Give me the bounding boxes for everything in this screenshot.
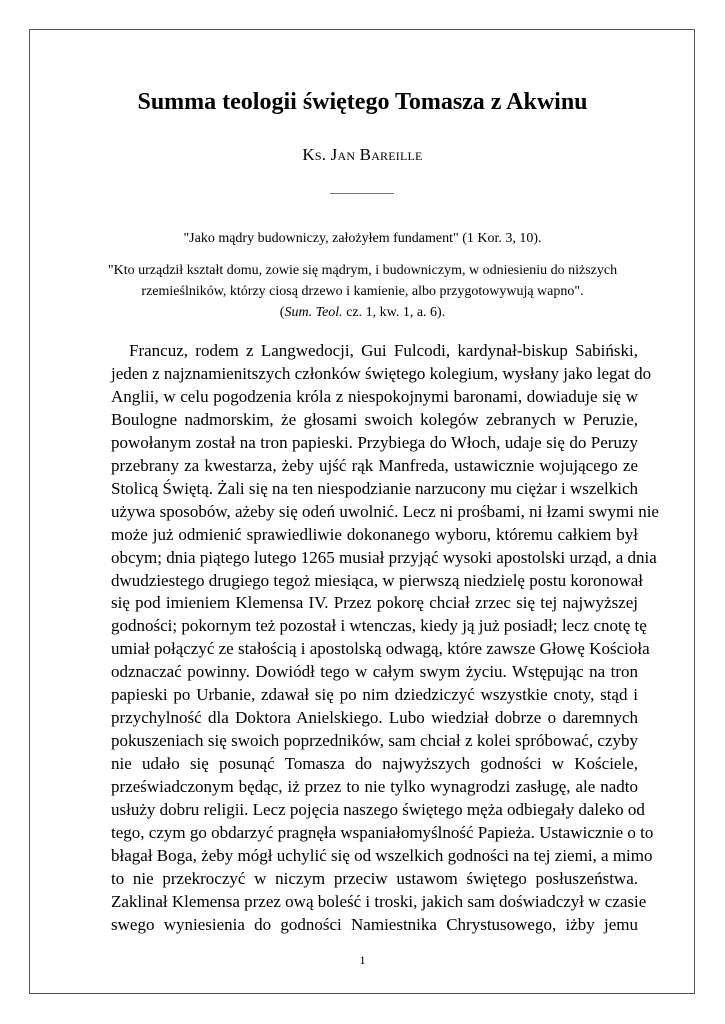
body-line: może już odmienić sprawiedliwie dokonanego wyboru, któremu całkiem był [111, 524, 638, 544]
body-line: pokuszeniach się swoich poprzedników, sam chciał z kolei spróbować, czyby [111, 731, 638, 751]
body-line: powołanym został na tron papieski. Przybiega do Włoch, udaje się do Peruzy [111, 432, 638, 452]
body-line: Anglii, w celu pogodzenia króla z niespokojnymi baronami, dowiaduje się w [111, 386, 638, 406]
epigraph-2-line-2: rzemieślników, którzy ciosą drzewo i kamienie, albo przygotowywują wapno". [141, 284, 584, 299]
body-line: Zaklinał Klemensa przez ową boleść i troski, jakich sam doświadczył w czasie [111, 891, 647, 911]
body-paragraph [111, 340, 659, 937]
ref-rest: cz. 1, kw. 1, a. 6). [342, 305, 446, 320]
body-line: jeden z najznamienitszych członków świętego kolegium, wysłany jako legat do [111, 363, 652, 383]
ref-open: ( [279, 305, 285, 320]
body-line: tego, czym go obdarzyć pragnęła wspaniałomyślność Papieża. Ustawicznie o to [111, 823, 654, 843]
body-line: obcym; dnia piątego lutego 1265 musiał przyjąć wysoki apostolski urząd, a dnia [111, 547, 657, 567]
body-line: to nie przekroczyć w niczym przeciw ustawom świętego posłuszeństwa. [111, 868, 638, 888]
body-line: przychylność dla Doktora Anielskiego. Lubo wiedział dobrze o daremnych [111, 708, 638, 728]
epigraph-2 [80, 260, 645, 323]
body-line: umiał połączyć ze stałością i apostolską odwagą, które zawsze Głowę Kościoła [111, 639, 650, 659]
body-line: swego wyniesienia do godności Namiestnika Chrystusowego, iżby jemu [111, 914, 638, 934]
epigraph-1: "Jako mądry budowniczy, założyłem fundament" (1 Kor. 3, 10). [183, 231, 542, 246]
body-line: przeświadczonym będąc, iż przez to nie tylko wynagrodzi zasługę, ale nadto [111, 777, 638, 797]
epigraph-2-reference [80, 302, 645, 323]
body-line: Stolicą Świętą. Żali się na ten niespodzianie narzucony mu ciężar i wszelkich [111, 478, 638, 498]
document-title: Summa teologii świętego Tomasza z Akwinu [137, 89, 588, 115]
body-line: usłuży dobru religii. Lecz pojęcia naszego świętego męża odbiegały daleko od [111, 800, 645, 820]
body-line: odznaczać powinny. Dowiódł tego w całym swym życiu. Wstępując na tron [111, 662, 638, 682]
body-line: papieski po Urbanie, zdawał się po nim dziedziczyć wszystkie cnoty, stąd i [111, 685, 638, 705]
body-line: Francuz, rodem z Langwedocji, Gui Fulcodi, kardynał-biskup Sabiński, [129, 341, 638, 360]
epigraph-2-line-1: "Kto urządził kształt domu, zowie się mądrym, i budowniczym, w odniesieniu do niższych [107, 263, 618, 278]
body-line: dwudziestego drugiego tegoż miesiąca, w pierwszą niedzielę postu koronował [111, 570, 644, 590]
body-line: nie udało się posunąć Tomasza do najwyższych godności w Kościele, [111, 754, 638, 774]
body-line: przebrany za kwestarza, żeby ujść rąk Manfreda, ustawicznie wojującego ze [111, 455, 638, 475]
ref-title: Sum. Teol. [284, 305, 343, 320]
body-line: błagał Boga, żeby mógł uchylić się od wszelkich godności na tej ziemi, a mimo [111, 845, 653, 865]
body-line: godności; pokornym też pozostał i wtenczas, kiedy ją już posiadł; lecz cnotę tę [111, 616, 647, 636]
author-name: Ks. Jan Bareille [302, 145, 423, 164]
body-line: Boulogne nadmorskim, że głosami swoich kolegów zebranych w Peruzie, [111, 409, 638, 429]
title-separator [330, 193, 394, 194]
page-number: 1 [359, 953, 366, 967]
body-line: używa sposobów, ażeby się odeń uwolnić. Lecz ni prośbami, ni łzami swymi nie [111, 501, 659, 521]
body-line: się pod imieniem Klemensa IV. Przez pokorę chciał zrzec się tej najwyższej [111, 593, 638, 613]
